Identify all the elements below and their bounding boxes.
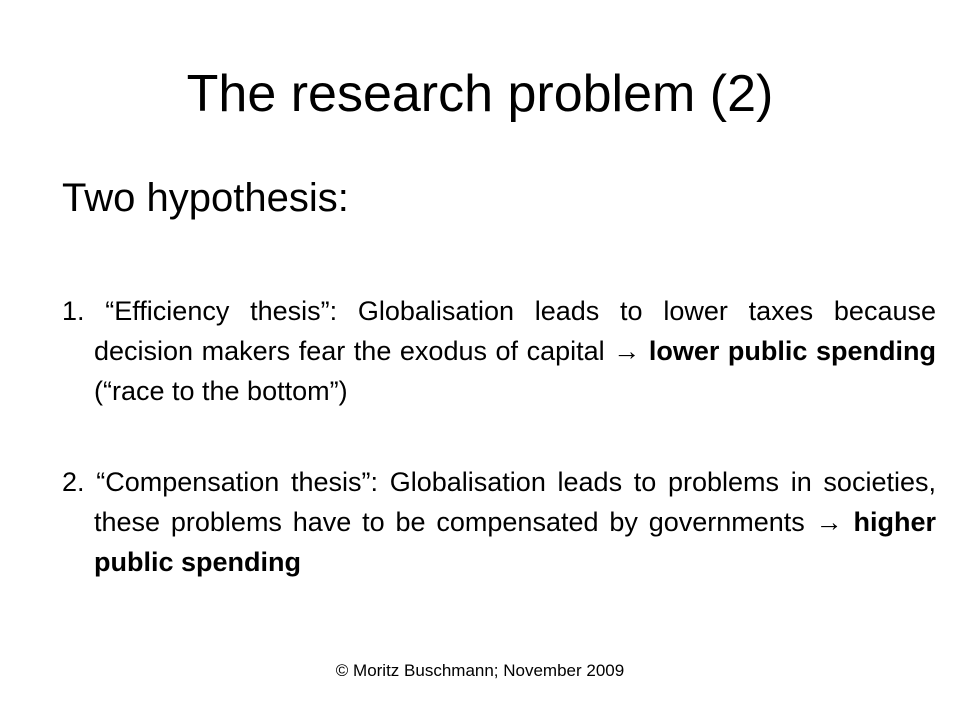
item-emphasis: lower public spending	[648, 336, 936, 366]
item-text: “Compensation thesis”: Globalisation leads to problems in societies, these problems have to be compensated by governments →	[94, 467, 936, 537]
item-text: “Efficiency thesis”: Globalisation leads to lower taxes because decision makers fear the exodus of capital →	[94, 296, 936, 366]
item-emphasis: higher public spending	[94, 507, 936, 577]
footer-copyright: © Moritz Buschmann; November 2009	[335, 661, 625, 680]
subheading: Two hypothesis:	[62, 176, 349, 220]
hypothesis-item-1	[62, 291, 936, 411]
item-number: 2.	[62, 467, 85, 497]
slide-title: The research problem (2)	[186, 65, 774, 123]
hypothesis-item-2	[62, 462, 936, 582]
item-tail: (“race to the bottom”)	[94, 376, 348, 406]
item-number: 1.	[62, 296, 85, 326]
